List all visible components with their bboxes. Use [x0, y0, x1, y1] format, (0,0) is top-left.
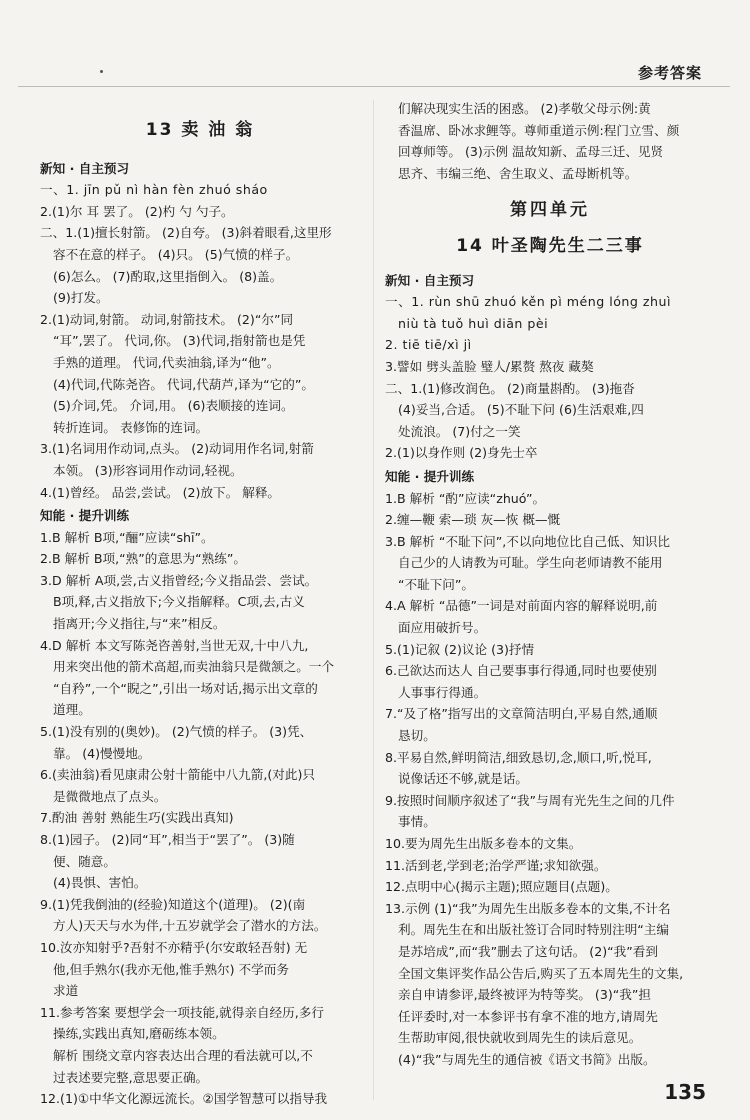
answer-line: 说像话还不够,就是话。 — [398, 771, 528, 787]
answer-line: 12.(1)①中华文化源远流长。②国学智慧可以指导我 — [40, 1091, 328, 1107]
answer-line: 8.(1)园子。 (2)同“耳”,相当于“罢了”。 (3)随 — [40, 832, 295, 847]
scan-speck — [100, 70, 103, 73]
answer-line: 10.汝亦知射乎?吾射不亦精乎(尔安敢轻吾射) 无 — [40, 939, 308, 955]
answer-line: 用来突出他的箭术高超,而卖油翁只是微颔之。一个 — [53, 659, 335, 675]
answer-line: 过表述要完整,意思要正确。 — [53, 1069, 209, 1085]
answer-line: (4)妥当,合适。 (5)不耻下问 (6)生活艰难,四 — [398, 402, 644, 418]
answer-line: 5.(1)没有别的(奥妙)。 (2)气愤的样子。 (3)凭、 — [40, 724, 313, 740]
answer-line: 回尊师等。 (3)示例 温故知新、孟母三迁、见贤 — [398, 144, 664, 160]
answer-line: 二、1.(1)擅长射箭。 (2)自夸。 (3)斜着眼看,这里形 — [40, 225, 332, 241]
right-continuation — [385, 98, 715, 184]
answer-line: 任评委时,对一本参评书有拿不准的地方,请周先 — [398, 1008, 658, 1024]
section-heading: 知能 · 提升训练 — [385, 468, 475, 484]
answer-line: niù tà tuǒ huì diān pèi — [398, 315, 549, 331]
answer-line: 3.D 解析 A项,尝,古义指曾经;今义指品尝、尝试。 — [40, 572, 318, 588]
answer-line: (6)怎么。 (7)酌取,这里指倒入。 (8)盖。 — [53, 268, 283, 284]
answer-line: 3.(1)名词用作动词,点头。 (2)动词用作名词,射箭 — [40, 441, 314, 457]
page-number: 135 — [664, 1080, 706, 1104]
answer-line: B项,释,古义指放下;今义指解释。C项,去,古义 — [53, 594, 305, 610]
answer-line: 4.(1)曾经。 品尝,尝试。 (2)放下。 解释。 — [40, 484, 281, 500]
answer-line: “自矜”,一个“睨之”,引出一场对话,揭示出文章的 — [53, 680, 318, 696]
answer-line: 8.平易自然,鲜明简洁,细致恳切,念,顺口,听,悦耳, — [385, 749, 652, 765]
lesson-title-14: 14 叶圣陶先生二三事 — [456, 235, 644, 256]
section-heading: 知能 · 提升训练 — [40, 508, 130, 524]
answer-line: 2.B 解析 B项,“熟”的意思为“熟练”。 — [40, 551, 246, 567]
answer-line: 13.示例 (1)“我”为周先生出版多卷本的文集,不计名 — [385, 900, 671, 916]
answer-line: 1.B 解析 “酌”应读“zhuó”。 — [385, 490, 546, 506]
answer-line: (4)畏惧、害怕。 — [53, 875, 147, 891]
answer-line: 是苏培成”,而“我”删去了这句话。 (2)“我”看到 — [398, 943, 658, 959]
answer-line: 全国文集评奖作品公告后,购买了五本周先生的文集, — [398, 965, 684, 981]
right-answer-list — [385, 270, 715, 1071]
section-heading: 新知 · 自主预习 — [40, 160, 130, 176]
answer-line: 9.按照时间顺序叙述了“我”与周有光先生之间的几件 — [385, 792, 675, 808]
answer-line: 5.(1)记叙 (2)议论 (3)抒情 — [385, 641, 535, 657]
answer-line: 12.点明中心(揭示主题);照应题目(点题)。 — [385, 879, 618, 895]
lesson-title-13: 13 卖 油 翁 — [145, 120, 255, 140]
left-answer-list — [40, 158, 360, 1110]
answer-line: 生帮助审阅,很快就收到周先生的读后意见。 — [398, 1030, 642, 1046]
answer-line: 6.(卖油翁)看见康肃公射十箭能中八九箭,(对此)只 — [40, 767, 315, 783]
left-column — [40, 98, 360, 1110]
answer-line: 1.B 解析 B项,“酾”应读“shī”。 — [40, 529, 214, 545]
answer-line: “不耻下问”。 — [398, 576, 475, 592]
answer-line: 3.譬如 劈头盖脸 璧人/累赘 熬夜 藏獒 — [385, 358, 594, 374]
answer-line: 9.(1)凭我倒油的(经验)知道这个(道理)。 (2)(南 — [40, 896, 306, 912]
answer-line: 求道 — [53, 983, 79, 999]
answer-line: “耳”,罢了。 代词,你。 (3)代词,指射箭也是凭 — [53, 333, 306, 349]
section-heading: 新知 · 自主预习 — [385, 272, 475, 288]
unit-heading: 第四单元 — [510, 200, 590, 221]
answer-line: 10.要为周先生出版多卷本的文集。 — [385, 836, 582, 851]
answer-line: 手熟的道理。 代词,代卖油翁,译为“他”。 — [53, 354, 280, 370]
answer-line: 便、随意。 — [53, 853, 116, 869]
page-header: 参考答案 — [637, 64, 702, 82]
answer-line: 思齐、韦编三绝、舍生取义、孟母断机等。 — [398, 165, 638, 181]
answer-line: 亲自申请参评,最终被评为特等奖。 (3)“我”担 — [398, 987, 651, 1003]
answer-line: 2. tiē tiē/xì jì — [385, 337, 472, 353]
header-rule — [18, 86, 730, 87]
answer-line: 7.“及了格”指写出的文章简洁明白,平易自然,通顺 — [385, 706, 658, 722]
answer-line: (5)介词,凭。 介词,用。 (6)表顺接的连词。 — [53, 398, 294, 414]
answer-line: 4.A 解析 “品德”一词是对前面内容的解释说明,前 — [385, 598, 658, 614]
answer-line: 本领。 (3)形容词用作动词,轻视。 — [53, 462, 243, 478]
answer-line: 6.己欲达而达人 自己要事事行得通,同时也要使别 — [385, 663, 657, 679]
answer-line: 方人)天天与水为伴,十五岁就学会了潜水的方法。 — [53, 918, 327, 934]
answer-line: 7.酌油 善射 熟能生巧(实践出真知) — [40, 810, 234, 826]
answer-line: 处流浪。 (7)付之一笑 — [398, 423, 521, 439]
answer-line: 利。周先生在和出版社签订合同时特别注明“主编 — [398, 922, 669, 938]
answer-line: 道理。 — [53, 702, 91, 718]
answer-line: 指离开;今义指往,与“来”相反。 — [53, 616, 226, 632]
answer-line: (9)打发。 — [53, 290, 109, 306]
answer-line: (4)“我”与周先生的通信被《语文书简》出版。 — [398, 1051, 656, 1067]
column-divider — [373, 100, 374, 1100]
answer-line: 面应用破折号。 — [398, 620, 487, 636]
answer-line: 人事事行得通。 — [398, 684, 487, 700]
answer-line: 他,但手熟尔(我亦无他,惟手熟尔) 不学而务 — [53, 961, 289, 977]
answer-line: 自己少的人请教为可耻。学生向老师请教不能用 — [398, 555, 663, 571]
answer-line: 容不在意的样子。 (4)只。 (5)气愤的样子。 — [53, 246, 299, 262]
answer-line: 2.(1)以身作则 (2)身先士卒 — [385, 445, 538, 461]
answer-line: 恳切。 — [398, 728, 436, 744]
answer-line: 转折连词。 表修饰的连词。 — [53, 419, 209, 435]
answer-line: 4.D 解析 本文写陈尧咨善射,当世无双,十中八九, — [40, 637, 309, 653]
answer-line: 解析 围绕文章内容表达出合理的看法就可以,不 — [53, 1047, 313, 1063]
answer-line: 靠。 (4)慢慢地。 — [53, 745, 151, 761]
answer-line: 3.B 解析 “不耻下问”,不以向地位比自己低、知识比 — [385, 533, 670, 549]
answer-line: 香温席、卧冰求鲤等。尊师重道示例:程门立雪、颜 — [398, 122, 680, 138]
answer-line: 11.活到老,学到老;治学严谨;求知欲强。 — [385, 857, 607, 873]
right-column — [385, 98, 715, 1071]
answer-line: 2.缠—鞭 索—琐 灰—恢 概—慨 — [385, 512, 561, 528]
answer-line: 是微微地点了点头。 — [53, 788, 167, 804]
answer-line: 2.(1)尔 耳 罢了。 (2)杓 勺 勺子。 — [40, 203, 234, 219]
answer-line: 一、1. rùn shū zhuó kěn pì méng lóng zhuì — [385, 294, 671, 310]
answer-line: 二、1.(1)修改润色。 (2)商量斟酌。 (3)拖沓 — [385, 380, 635, 396]
answer-line: 操练,实践出真知,磨砺练本领。 — [53, 1026, 225, 1042]
answer-line: 11.参考答案 要想学会一项技能,就得亲自经历,多行 — [40, 1004, 324, 1020]
answer-line: (4)代词,代陈尧咨。 代词,代葫芦,译为“它的”。 — [53, 376, 314, 392]
answer-line: 2.(1)动词,射箭。 动词,射箭技术。 (2)“尔”同 — [40, 311, 294, 327]
answer-line: 们解决现实生活的困惑。 (2)孝敬父母示例:黄 — [398, 101, 651, 116]
answer-line: 一、1. jīn pǔ nì hàn fèn zhuó sháo — [40, 182, 268, 198]
answer-line: 事情。 — [398, 814, 436, 830]
